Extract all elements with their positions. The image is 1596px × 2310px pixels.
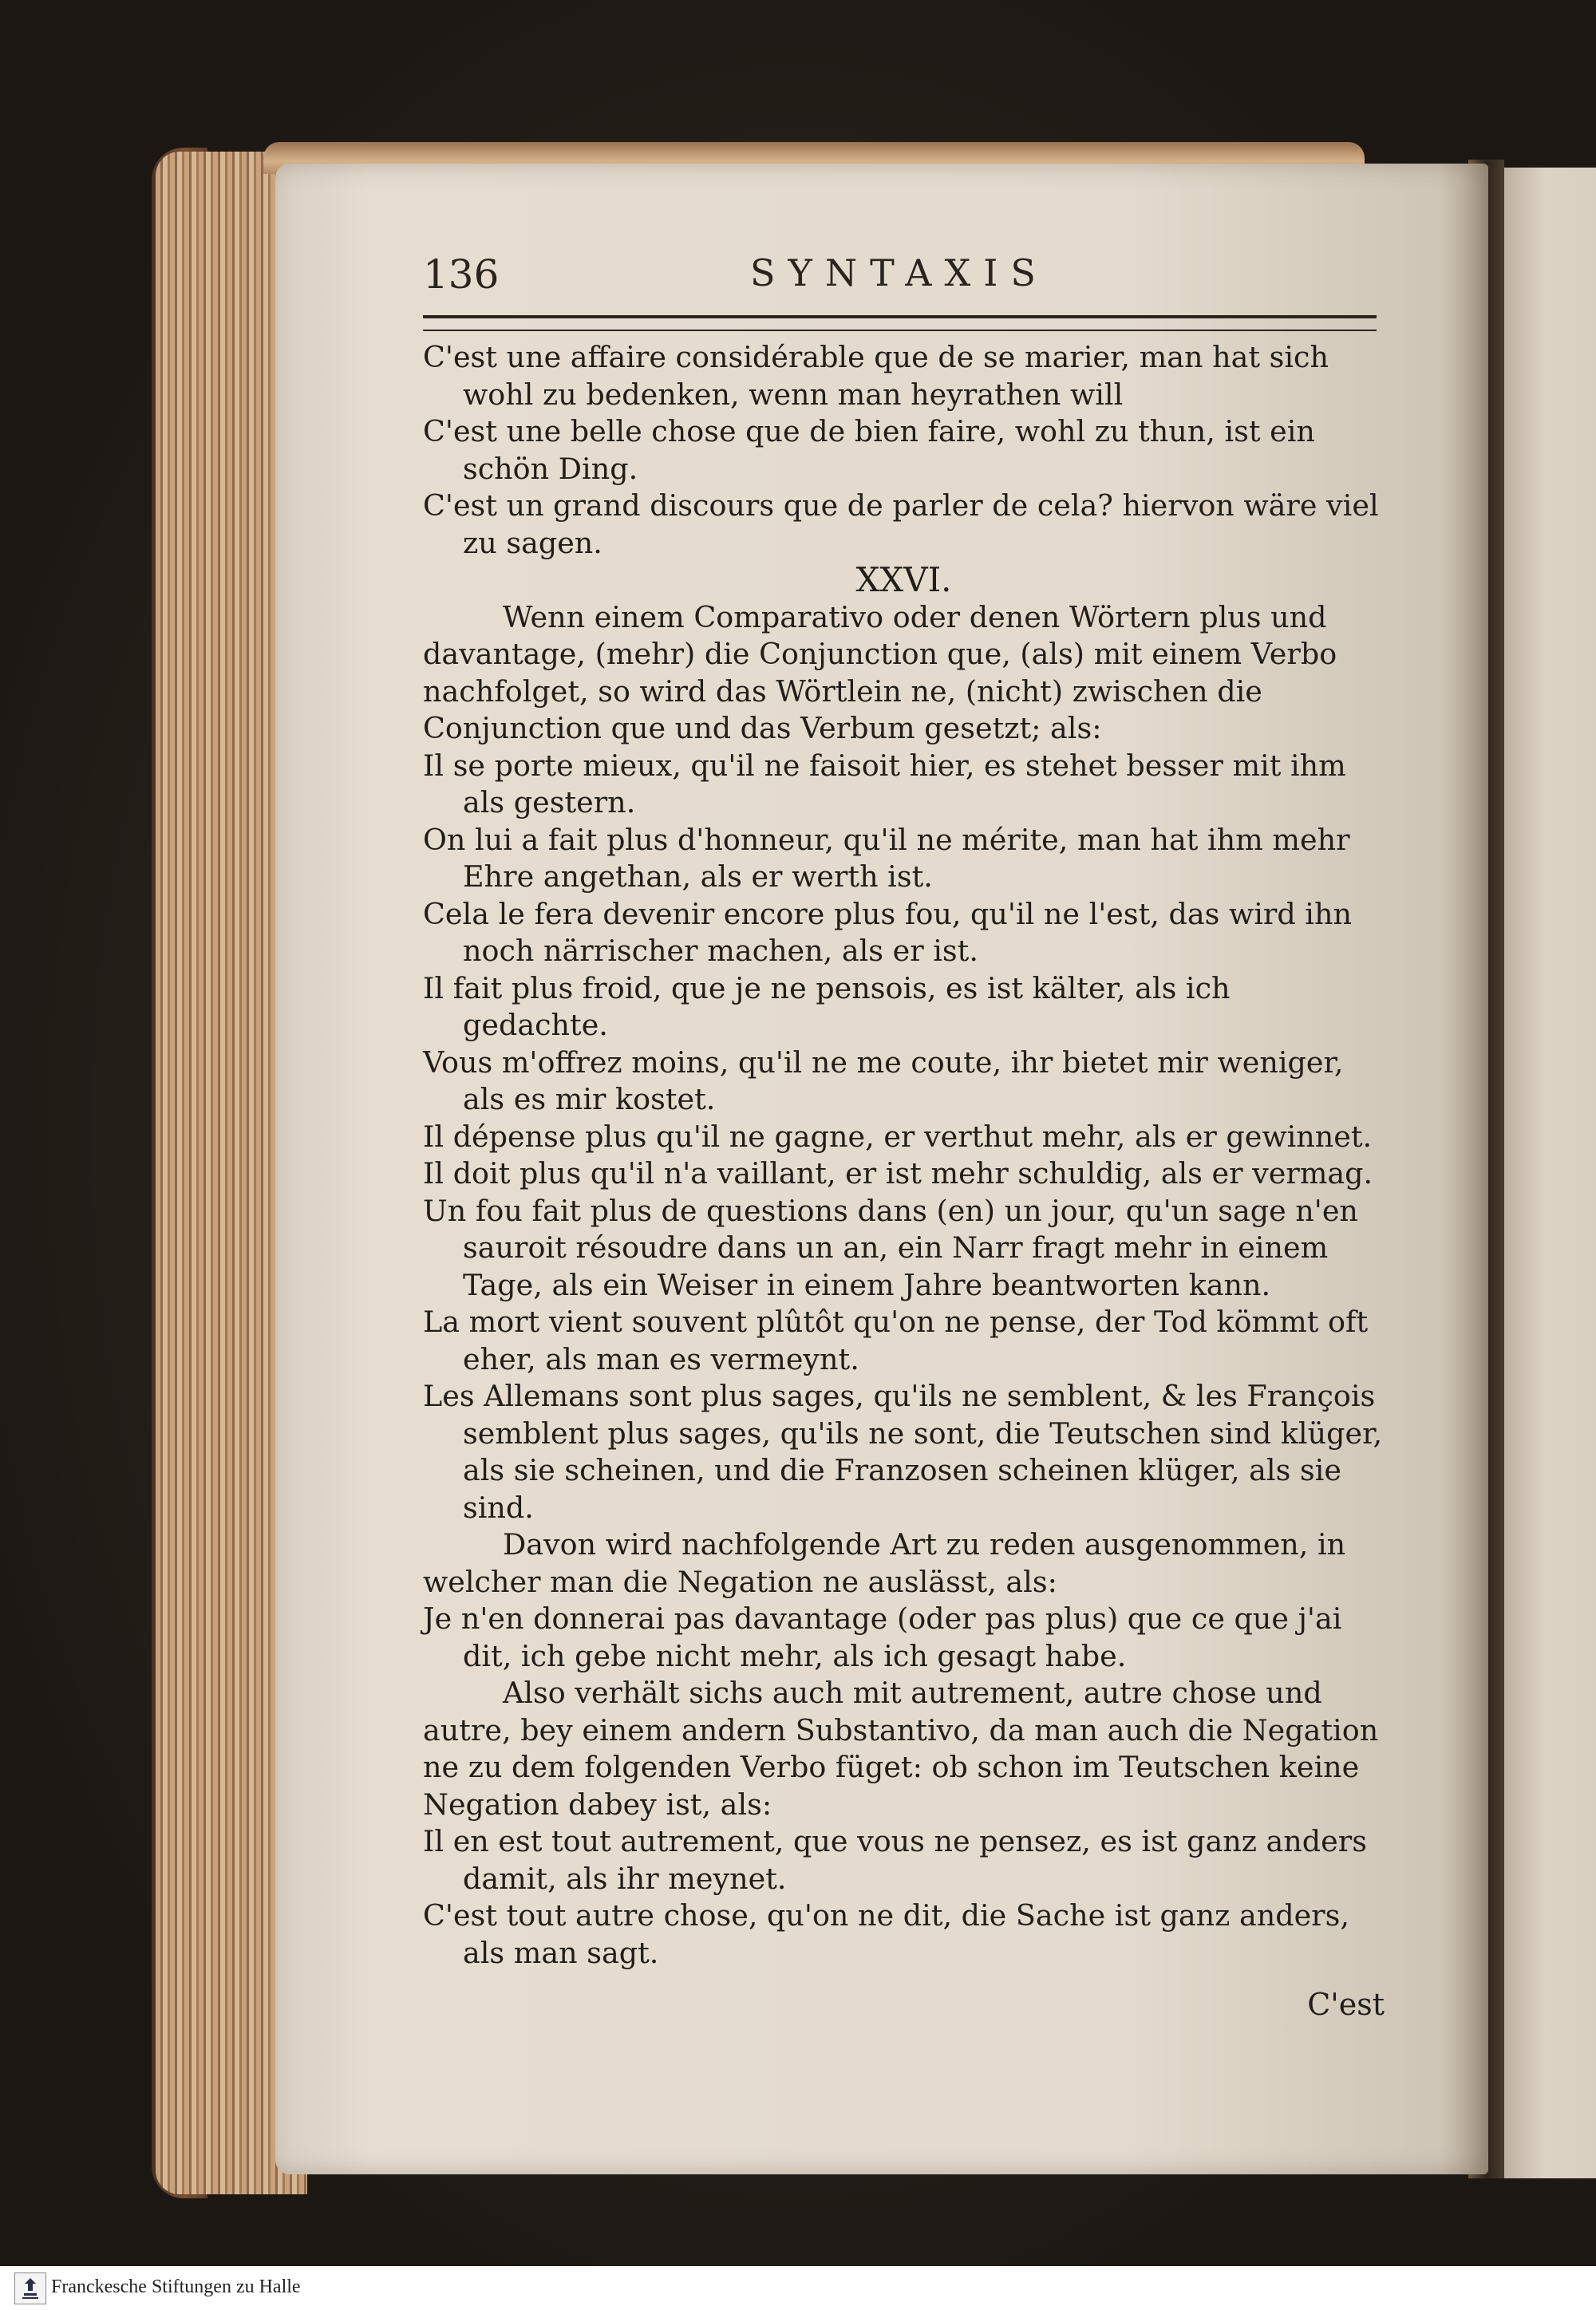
section-number: XXVI. [855,560,952,599]
facing-page [1500,168,1596,2178]
example-line: Il se porte mieux, qu'il ne faisoit hier, es stehet besser mit ihm als gestern. [423,748,1346,819]
example-line: On lui a fait plus d'honneur, qu'il ne mérite, man hat ihm mehr Ehre angethan, als er werth ist. [423,822,1350,894]
example-line: Il fait plus froid, que je ne pensois, es ist kälter, als ich gedachte. [423,970,1231,1042]
catchword: C'est [1307,1987,1385,2022]
header-rule [423,315,1377,331]
example-line: La mort vient souvent plûtôt qu'on ne pense, der Tod kömmt oft eher, als man es vermeynt. [423,1305,1369,1376]
foundation-logo-icon [14,2272,46,2304]
example-line: Vous m'offrez moins, qu'il ne me coute, ihr bietet mir weniger, als es mir kostet. [423,1044,1344,1116]
example-line: Les Allemans sont plus sages, qu'ils ne semblent, & les François semblent plus sages, qu'ils ne sont, die Teutschen sind klüger, als sie scheinen, und die Franzosen scheinen klüger, als sie sind. [423,1379,1383,1525]
example-line: Il dépense plus qu'il ne gagne, er verthut mehr, als er gewinnet. [423,1119,1373,1154]
text-line: C'est une belle chose que de bien faire, wohl zu thun, ist ein schön Ding. [423,414,1315,486]
example-line: Cela le fera devenir encore plus fou, qu'il ne l'est, das wird ihn noch närrischer machen, als er ist. [423,896,1352,968]
institution-label: Franckesche Stiftungen zu Halle [51,2276,301,2297]
running-title: SYNTAXIS [750,251,1049,294]
rule-paragraph: Wenn einem Comparativo oder denen Wörtern plus und davantage, (mehr) die Conjunction que, (als) mit einem Verbo nachfolget, so wird das Wörtlein ne, (nicht) zwischen die Conjunction que und das Verbum gesetzt; als: [423,599,1337,745]
example-line: C'est tout autre chose, qu'on ne dit, die Sache ist ganz anders, als man sagt. [423,1898,1349,1970]
autrement-paragraph: Also verhält sichs auch mit autrement, autre chose und autre, bey einem andern Substantivo, da man auch die Negation ne zu dem folgenden Verbo füget: ob schon im Teutschen keine Negation dabey ist, als: [423,1676,1379,1822]
example-line: Il doit plus qu'il n'a vaillant, er ist mehr schuldig, als er vermag. [423,1156,1373,1191]
text-line: C'est une affaire considérable que de se marier, man hat sich wohl zu bedenken, wenn man heyrathen will [423,340,1329,412]
example-line: Je n'en donnerai pas davantage (oder pas plus) que ce que j'ai dit, ich gebe nicht mehr, als ich gesagt habe. [423,1601,1342,1673]
example-line: Un fou fait plus de questions dans (en) un jour, qu'un sage n'en sauroit résoudre dans un an, ein Narr fragt mehr in einem Tage, als ein Weiser in einem Jahre beantworten kann. [423,1193,1358,1302]
page-body [423,339,1385,2024]
text-line: C'est un grand discours que de parler de cela? hiervon wäre viel zu sagen. [423,488,1379,560]
footer-bar [0,2266,1596,2310]
example-line: Il en est tout autrement, que vous ne pensez, es ist ganz anders damit, als ihr meynet. [423,1824,1367,1896]
exception-paragraph: Davon wird nachfolgende Art zu reden ausgenommen, in welcher man die Negation ne auslässt, als: [423,1527,1346,1599]
page-header [423,251,1381,299]
page-number: 136 [423,251,500,298]
